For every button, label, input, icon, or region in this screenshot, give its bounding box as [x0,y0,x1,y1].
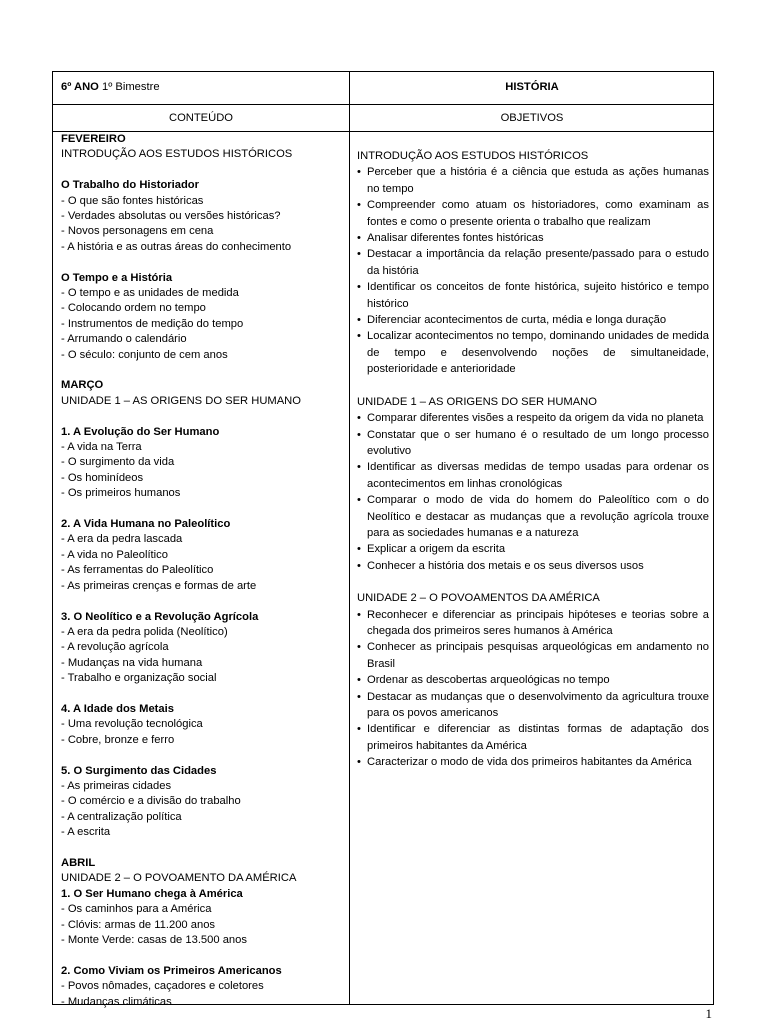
objectives-group-heading: UNIDADE 1 – AS ORIGENS DO SER HUMANO [357,395,597,408]
objective-item: • Ordenar as descobertas arqueológicas no tempo [357,672,709,688]
topic-item: - O surgimento da vida [61,456,175,469]
objective-item: • Identificar e diferenciar as distintas formas de adaptação dos primeiros habitantes da América [357,721,709,754]
objective-item: • Diferenciar acontecimentos de curta, média e longa duração [357,312,709,328]
topic-item: - Uma revolução tecnológica [61,718,203,731]
grade-label: 6º ANO [61,81,99,93]
topic-item: - As ferramentas do Paleolítico [61,564,214,577]
topic-title: 2. A Vida Humana no Paleolítico [61,518,231,531]
topic-title: 1. A Evolução do Ser Humano [61,425,220,438]
topic-item: - O que são fontes históricas [61,194,204,207]
topic-item: - Mudanças na vida humana [61,656,203,669]
objectives-list [357,410,709,574]
content-column-header: CONTEÚDO [168,112,234,124]
topic-item: - A era da pedra polida (Neolítico) [61,625,228,638]
topic-title: 4. A Idade dos Metais [61,702,174,715]
objective-item: • Perceber que a história é a ciência que estuda as ações humanas no tempo [357,164,709,197]
objectives-group-heading: UNIDADE 2 – O POVOAMENTOS DA AMÉRICA [357,592,600,605]
objectives-column-header: OBJETIVOS [500,112,564,124]
topic-title: O Trabalho do Historiador [61,179,199,192]
objective-item: • Identificar as diversas medidas de tempo usadas para ordenar os acontecimentos em linhas cronológicas [357,459,709,492]
topic-title: 2. Como Viviam os Primeiros Americanos [61,964,282,977]
topic-title: 3. O Neolítico e a Revolução Agrícola [61,610,259,623]
topic-item: - O tempo e as unidades de medida [61,287,239,300]
objective-item: • Destacar as mudanças que o desenvolvimento da agricultura trouxe para os povos americanos [357,689,709,722]
unit-heading: UNIDADE 1 – AS ORIGENS DO SER HUMANO [61,394,301,407]
topic-item: - Povos nômades, caçadores e coletores [61,980,264,993]
topic-title: 5. O Surgimento das Cidades [61,764,217,777]
objective-item: • Reconhecer e diferenciar as principais hipóteses e teorias sobre a chegada dos primeiros seres humanos à América [357,607,709,640]
topic-item: - A vida na Terra [61,441,142,454]
row-divider-header [53,104,713,105]
subject-title: HISTÓRIA [505,81,559,93]
topic-item: - Trabalho e organização social [61,672,217,685]
topic-item: - Instrumentos de medição do tempo [61,317,244,330]
period-label: 1º Bimestre [98,81,160,93]
topic-item: - Novos personagens em cena [61,225,214,238]
section-heading-intro: INTRODUÇÃO AOS ESTUDOS HISTÓRICOS [61,148,293,161]
month-april: ABRIL [61,856,96,869]
grade-period-cell [61,81,160,93]
objective-item: • Comparar o modo de vida do homem do Paleolítico com o do Neolítico e destacar as mudanças que a revolução agrícola trouxe para as sociedades humanas e a natureza [357,492,709,541]
objective-item: • Analisar diferentes fontes históricas [357,230,709,246]
topic-item: - As primeiras cidades [61,779,172,792]
objectives-list [357,607,709,771]
topic-item: - A revolução agrícola [61,641,169,654]
column-divider [349,72,350,1004]
topic-item: - Cobre, bronze e ferro [61,733,175,746]
page-number: 1 [705,1006,712,1021]
curriculum-table [52,71,714,1008]
objective-item: • Destacar a importância da relação presente/passado para o estudo da história [357,246,709,279]
topic-item: - Os caminhos para a América [61,903,212,916]
objective-item: • Comparar diferentes visões a respeito da origem da vida no planeta [357,410,709,426]
topic-title: O Tempo e a História [61,271,173,284]
content-column [61,132,345,1010]
topic-item: - A centralização política [61,810,182,823]
objective-item: • Conhecer as principais pesquisas arqueológicas em andamento no Brasil [357,639,709,672]
topic-item: - Os primeiros humanos [61,487,181,500]
topic-item: - A história e as outras áreas do conhecimento [61,240,292,253]
topic-item: - A vida no Paleolítico [61,548,168,561]
topic-item: - Mudanças climáticas [61,995,172,1008]
objectives-list [357,164,709,377]
topic-title: 1. O Ser Humano chega à América [61,887,243,900]
month-march: MARÇO [61,379,104,392]
objective-item: • Explicar a origem da escrita [357,541,709,557]
topic-item: - A era da pedra lascada [61,533,183,546]
objectives-column [357,148,709,771]
objective-item: • Conhecer a história dos metais e os seus diversos usos [357,558,709,574]
topic-item: - Arrumando o calendário [61,333,187,346]
topic-item: - Colocando ordem no tempo [61,302,206,315]
topic-item: - As primeiras crenças e formas de arte [61,579,257,592]
objective-item: • Constatar que o ser humano é o resultado de um longo processo evolutivo [357,427,709,460]
objective-item: • Identificar os conceitos de fonte histórica, sujeito histórico e tempo histórico [357,279,709,312]
objective-item: • Localizar acontecimentos no tempo, dominando unidades de medida de tempo e desenvolvendo noções de simultaneidade, posterioridade e anterioridade [357,328,709,377]
unit-heading: UNIDADE 2 – O POVOAMENTO DA AMÉRICA [61,872,297,885]
topic-item: - Verdades absolutas ou versões históricas? [61,210,281,223]
topic-item: - Clóvis: armas de 11.200 anos [61,918,216,931]
objective-item: • Compreender como atuam os historiadores, como examinam as fontes e como o presente orienta o trabalho que realizam [357,197,709,230]
topic-item: - O comércio e a divisão do trabalho [61,795,241,808]
topic-item: - Monte Verde: casas de 13.500 anos [61,933,247,946]
objectives-group-heading: INTRODUÇÃO AOS ESTUDOS HISTÓRICOS [357,150,589,162]
topic-item: - A escrita [61,826,111,839]
topic-item: - Os hominídeos [61,471,144,484]
topic-item: - O século: conjunto de cem anos [61,348,228,361]
objective-item: • Caracterizar o modo de vida dos primeiros habitantes da América [357,754,709,770]
month-february: FEVEREIRO [61,133,126,145]
